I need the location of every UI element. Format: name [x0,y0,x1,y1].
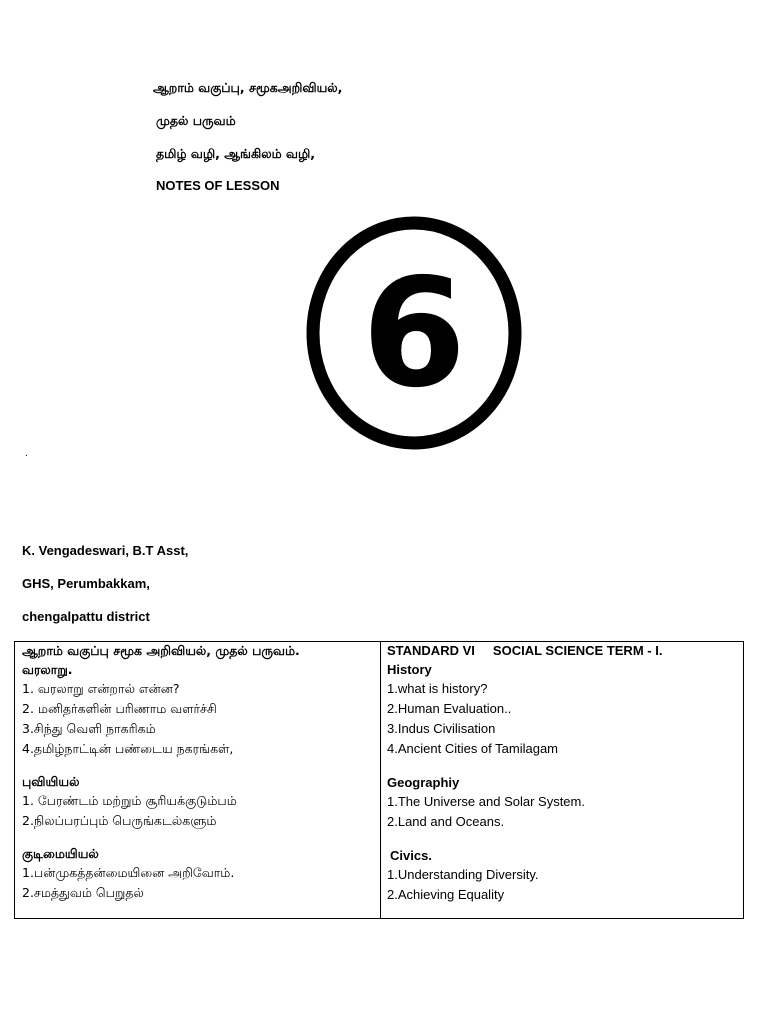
english-history-item: 2.Human Evaluation.. [387,701,512,716]
tamil-title: ஆறாம் வகுப்பு சமூக அறிவியல், முதல் பருவம். [22,643,300,658]
table-divider [380,642,381,918]
tamil-history-item: 3.சிந்து வெளி நாகரிகம் [22,721,156,736]
english-history-item: 1.what is history? [387,681,488,696]
english-civics-heading: Civics. [390,848,432,863]
tamil-history-item: 1. வரலாறு என்றால் என்ன? [22,681,180,696]
stray-mark: . [25,448,28,459]
english-geography-item: 1.The Universe and Solar System. [387,794,585,809]
english-geography-heading: Geographiy [387,775,460,790]
english-civics-item: 1.Understanding Diversity. [387,867,539,882]
english-history-heading: History [387,662,432,677]
author-district: chengalpattu district [22,609,150,624]
header-notes-title: NOTES OF LESSON [156,178,280,193]
author-school: GHS, Perumbakkam, [22,576,150,591]
english-history-item: 4.Ancient Cities of Tamilagam [387,741,559,756]
tamil-geography-item: 1. பேரண்டம் மற்றும் சூரியக்குடும்பம் [22,793,237,808]
tamil-geography-heading: புவியியல் [22,774,80,789]
circled-six-icon [306,215,522,451]
tamil-geography-item: 2.நிலப்பரப்பும் பெருங்கடல்களும் [22,813,217,828]
tamil-history-item: 2. மனிதர்களின் பரிணாம வளர்ச்சி [22,701,217,716]
header-term: முதல் பருவம் [156,113,236,128]
emblem-numeral: 6 [361,247,467,421]
tamil-history-item: 4.தமிழ்நாட்டின் பண்டைய நகரங்கள், [22,741,234,756]
tamil-civics-item: 2.சமத்துவம் பெறுதல் [22,885,144,900]
header-class-subject: ஆறாம் வகுப்பு, சமூகஅறிவியல், [153,80,343,95]
author-name: K. Vengadeswari, B.T Asst, [22,543,189,558]
english-geography-item: 2.Land and Oceans. [387,814,505,829]
tamil-civics-heading: குடிமையியல் [22,846,99,861]
tamil-civics-item: 1.பன்முகத்தன்மையினை அறிவோம். [22,865,235,880]
english-civics-item: 2.Achieving Equality [387,887,505,902]
tamil-history-heading: வரலாறு. [22,662,73,677]
english-title: STANDARD VI SOCIAL SCIENCE TERM - I. [387,643,663,658]
english-history-item: 3.Indus Civilisation [387,721,496,736]
header-medium: தமிழ் வழி, ஆங்கிலம் வழி, [156,146,316,161]
syllabus-table [14,641,744,919]
